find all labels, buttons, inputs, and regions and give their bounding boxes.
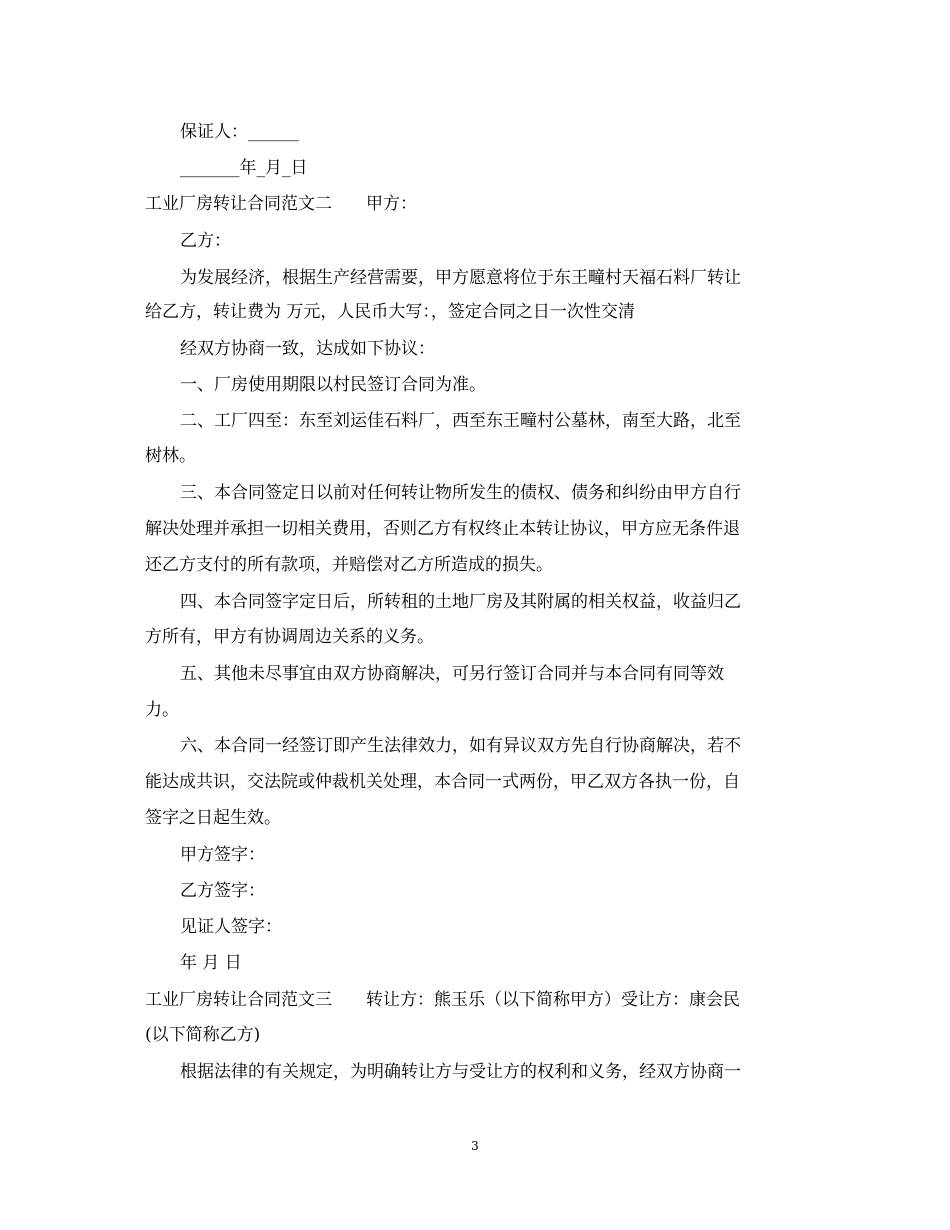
- clause-2-cont: 树林。: [145, 446, 196, 466]
- witness-signature: 见证人签字：: [180, 917, 282, 937]
- party-a-signature: 甲方签字：: [180, 845, 265, 865]
- section-heading-line: [145, 988, 805, 1012]
- page-number: 3: [471, 1139, 479, 1153]
- clause-5-cont: 力。: [145, 700, 179, 720]
- clause-4: 四、本合同签字定日后，所转租的土地厂房及其附属的相关权益，收益归乙: [180, 592, 741, 612]
- party-a-label: 甲方：: [366, 194, 417, 214]
- parties-line-cont: (以下简称乙方): [145, 1025, 261, 1045]
- clause-4-cont: 方所有，甲方有协调周边关系的义务。: [145, 627, 434, 647]
- paragraph-line: 经双方协商一致，达成如下协议：: [180, 339, 435, 359]
- party-b-label: 乙方：: [180, 231, 231, 251]
- clause-6: 六、本合同一经签订即产生法律效力，如有异议双方先自行协商解决，若不: [180, 736, 741, 756]
- clause-3: 三、本合同签定日以前对任何转让物所发生的债权、债务和纠纷由甲方自行: [180, 483, 741, 503]
- clause-1: 一、厂房使用期限以村民签订合同为准。: [180, 375, 486, 395]
- section-title-3: 工业厂房转让合同范文三: [145, 990, 332, 1010]
- clause-6-cont: 签字之日起生效。: [145, 808, 281, 828]
- section-title-2: 工业厂房转让合同范文二: [145, 194, 332, 214]
- clause-6-cont: 能达成共识，交法院或仲裁机关处理，本合同一式两份，甲乙双方各执一份，自: [145, 772, 740, 792]
- paragraph-line: 为发展经济，根据生产经营需要，甲方愿意将位于东王疃村天福石料厂转让: [180, 268, 741, 288]
- clause-5: 五、其他未尽事宜由双方协商解决，可另行签订合同并与本合同有同等效: [180, 664, 724, 684]
- party-b-signature: 乙方签字：: [180, 881, 265, 901]
- section-heading-line: [145, 192, 805, 216]
- paragraph-line: 给乙方，转让费为 万元，人民币大写：，签定合同之日一次性交清: [145, 302, 635, 322]
- clause-3-cont: 解决处理并承担一切相关费用，否则乙方有权终止本转让协议，甲方应无条件退: [145, 519, 740, 539]
- signature-date: 年 月 日: [180, 953, 242, 973]
- clause-3-cont: 还乙方支付的所有款项，并赔偿对乙方所造成的损失。: [145, 555, 553, 575]
- clause-2: 二、工厂四至：东至刘运佳石料厂，西至东王疃村公墓林，南至大路，北至: [180, 411, 741, 431]
- paragraph-line: 根据法律的有关规定，为明确转让方与受让方的权利和义务，经双方协商一: [180, 1062, 741, 1082]
- parties-line: 转让方：熊玉乐（以下简称甲方）受让方：康会民: [366, 990, 740, 1010]
- date-line: _______年_月_日: [180, 158, 308, 178]
- guarantor-line: 保证人：______: [180, 122, 299, 142]
